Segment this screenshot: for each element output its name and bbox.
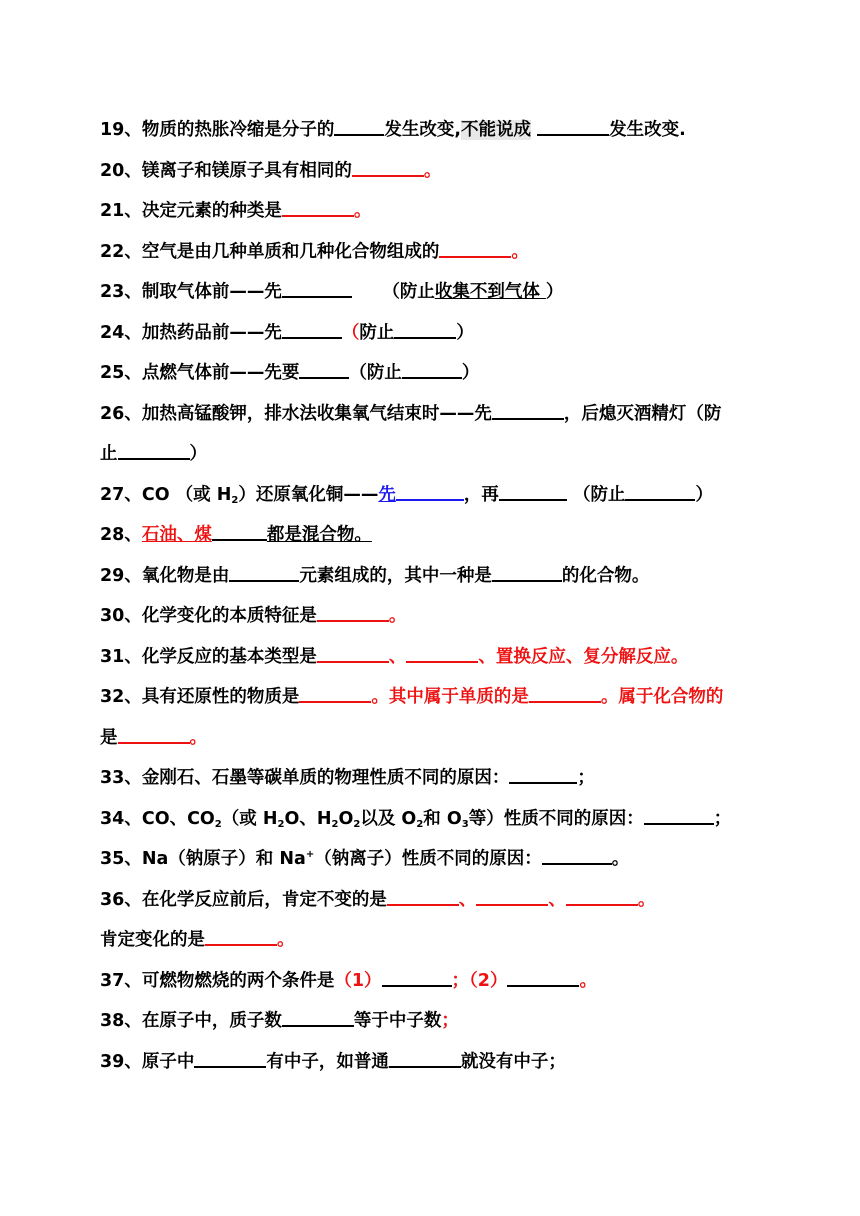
answer-blank[interactable] bbox=[282, 319, 342, 339]
item-19: 19、物质的热胀冷缩是分子的 发生改变,不能说成 发生改变. bbox=[100, 110, 810, 151]
answer-blank[interactable] bbox=[212, 521, 267, 541]
item-32: 32、具有还原性的物质是 。其中属于单质的是 。属于化合物的 bbox=[100, 677, 810, 718]
item-34: 34、CO、$CO_2$（或 $H_2O$、$H_2O_2$以及 $O_2$和 $O_3$等）性质不同的原因： ； bbox=[100, 799, 810, 840]
answer-blank[interactable] bbox=[509, 764, 577, 784]
answer-blank[interactable] bbox=[492, 562, 562, 582]
answer-blank[interactable] bbox=[389, 1048, 461, 1068]
worksheet bbox=[100, 110, 810, 1082]
answer-blank[interactable] bbox=[394, 319, 456, 339]
answer-blank[interactable] bbox=[439, 238, 511, 258]
answer-blank[interactable] bbox=[507, 967, 579, 987]
answer-blank[interactable] bbox=[118, 724, 190, 744]
answer-blank[interactable] bbox=[282, 278, 352, 298]
item-26: 26、加热高锰酸钾，排水法收集氧气结束时——先 ，后熄灭酒精灯（防 bbox=[100, 394, 810, 435]
answer-blank[interactable] bbox=[299, 683, 371, 703]
item-24: 24、加热药品前——先 （防止 ） bbox=[100, 313, 810, 354]
item-25: 25、点燃气体前——先要 （防止 ） bbox=[100, 353, 810, 394]
answer-blank[interactable] bbox=[529, 683, 601, 703]
item-22: 22、空气是由几种单质和几种化合物组成的 。 bbox=[100, 232, 810, 273]
answer-blank[interactable] bbox=[396, 481, 464, 501]
item-39: 39、原子中 有中子，如普通 就没有中子； bbox=[100, 1042, 810, 1083]
answer-blank[interactable] bbox=[644, 805, 714, 825]
answer-blank[interactable] bbox=[537, 116, 609, 136]
answer-blank[interactable] bbox=[492, 400, 564, 420]
answer-blank[interactable] bbox=[282, 197, 354, 217]
answer-blank[interactable] bbox=[194, 1048, 266, 1068]
answer-blank[interactable] bbox=[382, 967, 452, 987]
answer-blank[interactable] bbox=[625, 481, 695, 501]
answer-blank[interactable] bbox=[334, 116, 384, 136]
answer-blank[interactable] bbox=[317, 643, 389, 663]
item-29: 29、氧化物是由 元素组成的，其中一种是 的化合物。 bbox=[100, 556, 810, 597]
item-23: 23、制取气体前——先 （防止收集不到气体 ） bbox=[100, 272, 810, 313]
item-36: 36、在化学反应前后，肯定不变的是 、 、 。 bbox=[100, 880, 810, 921]
item-31: 31、化学反应的基本类型是 、 、置换反应、复分解反应。 bbox=[100, 637, 810, 678]
answer-blank[interactable] bbox=[299, 359, 349, 379]
item-20: 20、镁离子和镁原子具有相同的 。 bbox=[100, 151, 810, 192]
item-21: 21、决定元素的种类是 。 bbox=[100, 191, 810, 232]
item-37: 37、可燃物燃烧的两个条件是（1） ；（2） 。 bbox=[100, 961, 810, 1002]
answer-blank[interactable] bbox=[402, 359, 462, 379]
answer-blank[interactable] bbox=[387, 886, 459, 906]
answer-blank[interactable] bbox=[282, 1007, 354, 1027]
answer-blank[interactable] bbox=[317, 602, 389, 622]
answer-blank[interactable] bbox=[118, 440, 190, 460]
answer-blank[interactable] bbox=[406, 643, 478, 663]
item-33: 33、金刚石、石墨等碳单质的物理性质不同的原因： ； bbox=[100, 758, 810, 799]
item-26-cont: 止 ） bbox=[100, 434, 810, 475]
answer-blank[interactable] bbox=[566, 886, 638, 906]
answer-blank[interactable] bbox=[499, 481, 567, 501]
item-28: 28、石油、煤 都是混合物。 bbox=[100, 515, 810, 556]
answer-blank[interactable] bbox=[352, 157, 424, 177]
answer-blank[interactable] bbox=[229, 562, 299, 582]
item-36-cont: 肯定变化的是 。 bbox=[100, 920, 810, 961]
item-32-cont: 是 。 bbox=[100, 718, 810, 759]
item-30: 30、化学变化的本质特征是 。 bbox=[100, 596, 810, 637]
item-35: 35、Na（钠原子）和 Na+（钠离子）性质不同的原因： 。 bbox=[100, 839, 810, 880]
answer-blank[interactable] bbox=[476, 886, 548, 906]
answer-blank[interactable] bbox=[205, 926, 277, 946]
item-38: 38、在原子中，质子数 等于中子数； bbox=[100, 1001, 810, 1042]
answer-blank[interactable] bbox=[542, 845, 612, 865]
item-27: 27、CO （或 $H_2$）还原氧化铜——先 ，再 （防止 ） bbox=[100, 475, 810, 516]
